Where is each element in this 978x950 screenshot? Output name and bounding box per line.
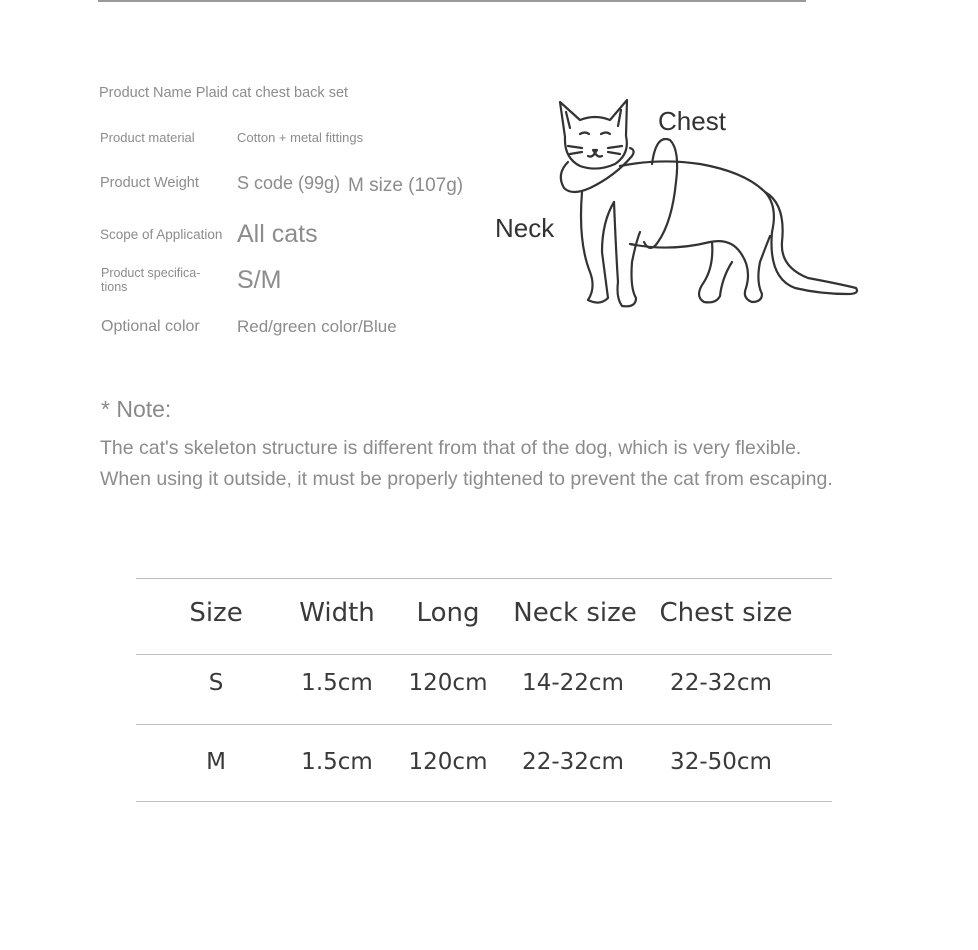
weight-s-value: S code (99g) (237, 173, 341, 193)
specifications-label: Product specifica- tions (101, 266, 201, 294)
weight-label: Product Weight (100, 175, 199, 191)
weight-m-value: M size (107g) (348, 175, 464, 196)
table-cell: 14-22cm (522, 670, 624, 696)
color-value: Red/green color/Blue (237, 317, 397, 336)
table-cell: 22-32cm (522, 749, 624, 775)
specifications-value: S/M (237, 266, 282, 294)
table-cell: 1.5cm (301, 749, 373, 775)
table-rule (136, 578, 832, 579)
table-cell: 120cm (408, 670, 488, 696)
note-text-line: The cat's skeleton structure is different from that of the dog, which is very flexible. (100, 437, 802, 459)
color-label: Optional color (101, 318, 200, 335)
neck-label: Neck (495, 213, 555, 243)
table-cell: 32-50cm (670, 749, 772, 775)
table-cell: 120cm (408, 749, 488, 775)
size-table (136, 578, 832, 802)
table-cell: 1.5cm (301, 670, 373, 696)
scope-value: All cats (237, 220, 318, 248)
scope-label: Scope of Application (100, 227, 223, 242)
material-label: Product material (100, 130, 195, 145)
table-rule (136, 654, 832, 655)
top-divider (98, 0, 806, 2)
chest-label: Chest (658, 106, 726, 136)
table-rule (136, 724, 832, 725)
product-name: Product Name Plaid cat chest back set (99, 85, 349, 101)
header-width: Width (299, 598, 375, 628)
table-rule (136, 801, 832, 802)
header-chest-size: Chest size (659, 598, 793, 628)
note-text-line: When using it outside, it must be properly tightened to prevent the cat from escaping. (100, 468, 833, 490)
header-neck-size: Neck size (513, 598, 637, 628)
header-size: Size (189, 598, 243, 628)
table-cell: 22-32cm (670, 670, 772, 696)
material-value: Cotton + metal fittings (237, 130, 364, 145)
table-cell: S (208, 670, 224, 696)
header-long: Long (416, 598, 480, 628)
table-cell: M (206, 749, 226, 775)
note-title: * Note: (101, 396, 172, 422)
